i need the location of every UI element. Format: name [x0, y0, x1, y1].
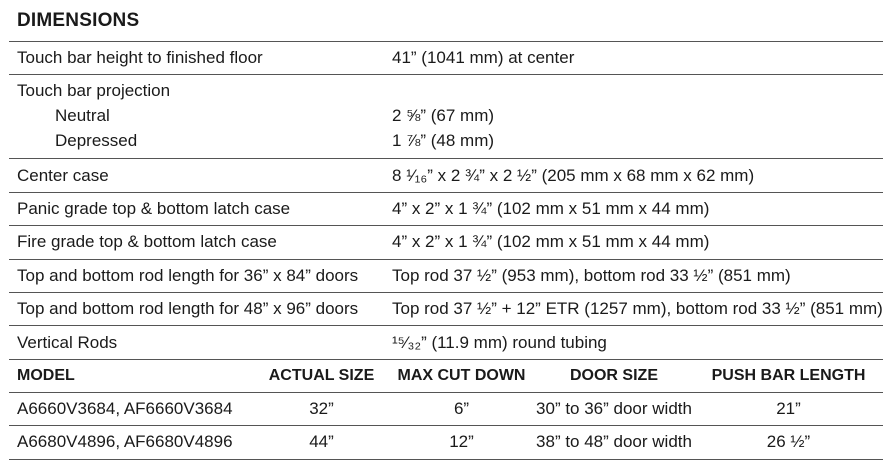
projection-label: Touch bar projection [17, 81, 171, 101]
header-door-size: DOOR SIZE [569, 366, 658, 384]
dimension-row [9, 326, 883, 359]
model-cell: A6660V3684, AF6660V3684 [17, 398, 233, 418]
dimension-value: 8 ¹⁄₁₆” x 2 ¾” x 2 ½” (205 mm x 68 mm x 62 mm) [392, 165, 755, 185]
model-cell: A6680V4896, AF6680V4896 [17, 432, 233, 452]
dimension-row [9, 159, 883, 192]
push-bar-length-cell: 26 ½” [766, 432, 811, 452]
max-cut-down-cell: 6” [453, 398, 470, 418]
dimension-value: Top rod 37 ½” + 12” ETR (1257 mm), bottom rod 33 ½” (851 mm) [392, 299, 883, 319]
header-model: MODEL [17, 366, 75, 384]
push-bar-length-cell: 21” [776, 398, 801, 418]
dimension-value: 41” (1041 mm) at center [392, 48, 575, 68]
door-size-cell: 38” to 48” door width [536, 432, 692, 452]
door-size-cell: 30” to 36” door width [536, 398, 692, 418]
dimension-value: ¹⁵⁄₃₂” (11.9 mm) round tubing [392, 332, 607, 352]
dimension-label: Fire grade top & bottom latch case [17, 232, 277, 252]
dimension-value: Top rod 37 ½” (953 mm), bottom rod 33 ½” (851 mm) [392, 265, 791, 285]
neutral-label: Neutral [55, 106, 110, 126]
dimension-row [9, 260, 883, 293]
dimension-value: 4” x 2” x 1 ¾” (102 mm x 51 mm x 44 mm) [392, 198, 710, 218]
section-title: DIMENSIONS [9, 0, 883, 42]
dimension-label: Center case [17, 165, 109, 185]
dimension-label: Touch bar height to finished floor [17, 48, 263, 68]
dimension-label: Top and bottom rod length for 48” x 96” doors [17, 299, 359, 319]
header-max-cut-down: MAX CUT DOWN [397, 366, 526, 384]
header-actual-size: ACTUAL SIZE [268, 366, 375, 384]
dimension-row [9, 226, 883, 259]
projection-row [9, 75, 883, 159]
dimension-label: Panic grade top & bottom latch case [17, 198, 291, 218]
dimension-row [9, 193, 883, 226]
header-push-bar-length: PUSH BAR LENGTH [711, 366, 866, 384]
dimension-row [9, 293, 883, 326]
dimension-value: 4” x 2” x 1 ¾” (102 mm x 51 mm x 44 mm) [392, 232, 710, 252]
model-table-header [9, 360, 883, 393]
dimensions-table [9, 0, 883, 460]
depressed-value: 1 ⅞” (48 mm) [392, 131, 495, 151]
depressed-label: Depressed [55, 131, 138, 151]
max-cut-down-cell: 12” [449, 432, 474, 452]
table-row [9, 393, 883, 427]
dimension-row [9, 42, 883, 75]
actual-size-cell: 44” [309, 432, 334, 452]
table-row [9, 426, 883, 460]
dimension-label: Top and bottom rod length for 36” x 84” doors [17, 265, 359, 285]
dimension-label: Vertical Rods [17, 332, 118, 352]
actual-size-cell: 32” [309, 398, 334, 418]
neutral-value: 2 ⅝” (67 mm) [392, 106, 495, 126]
